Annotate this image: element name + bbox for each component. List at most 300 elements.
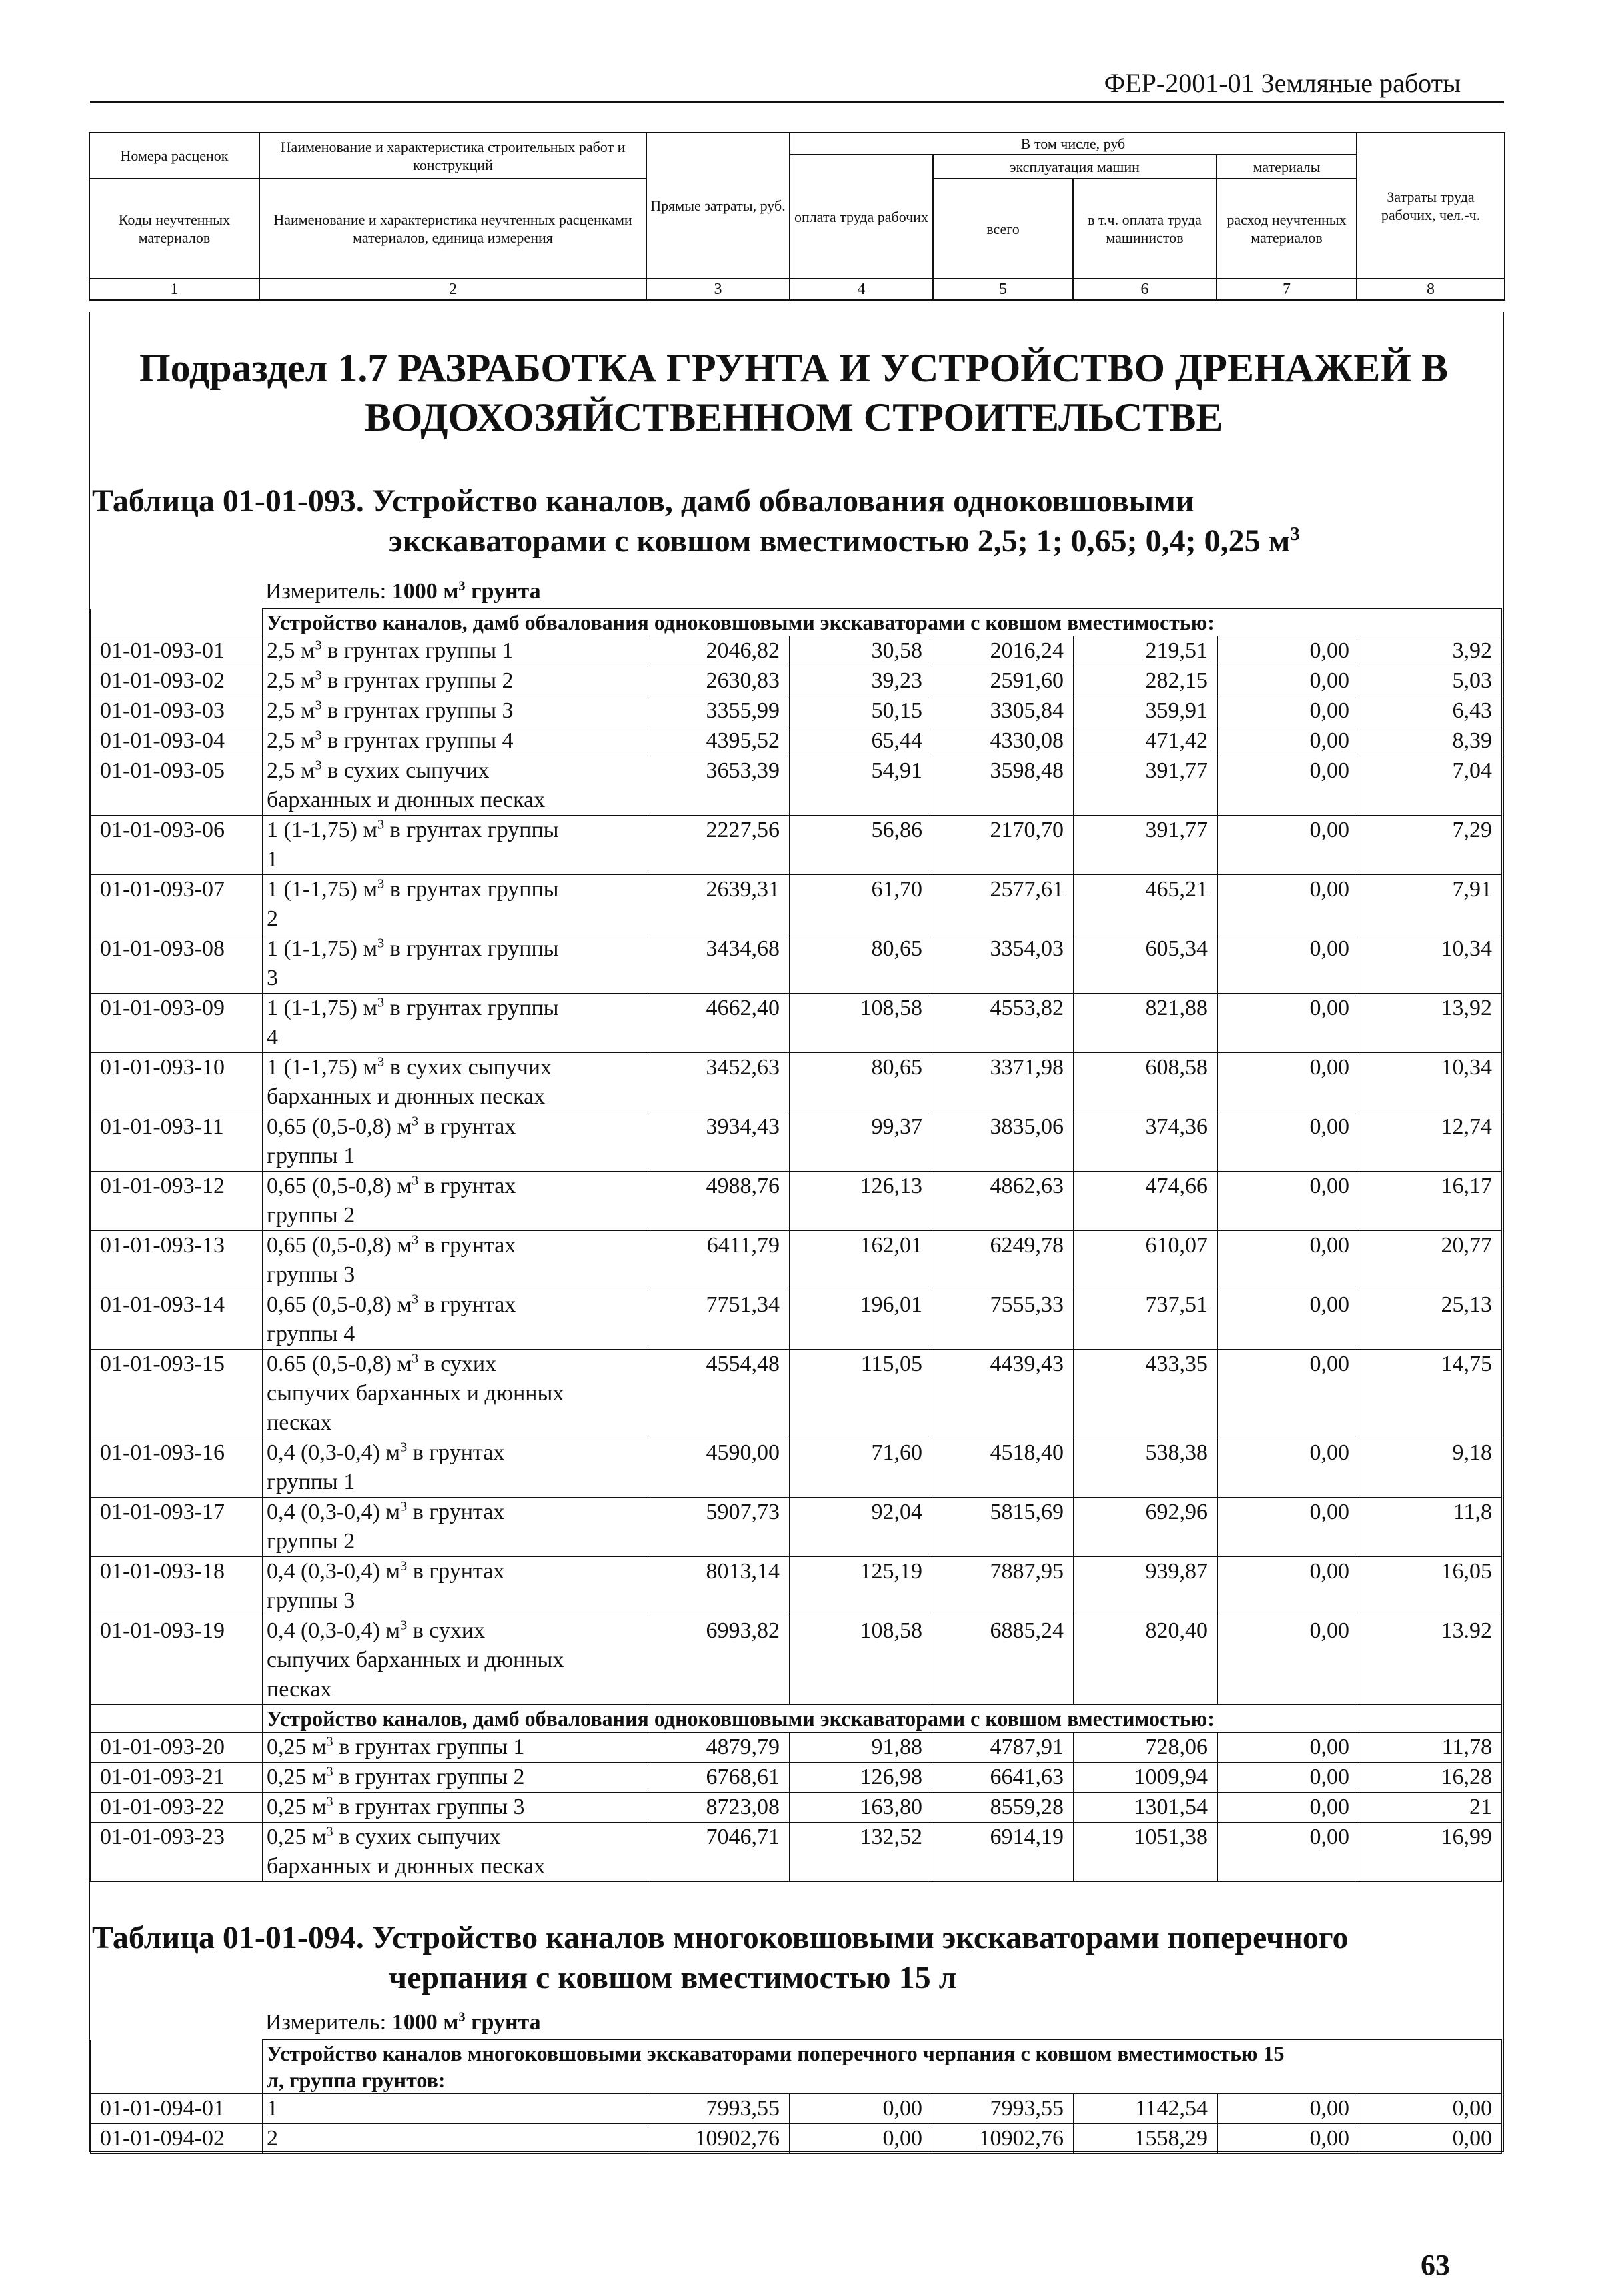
direct-cost-value: 4554,48 xyxy=(648,1350,790,1438)
materials-value: 0,00 xyxy=(1218,726,1359,756)
work-name-main: 0,25 м xyxy=(267,1765,327,1789)
work-name-line2: барханных и дюнных песках xyxy=(267,788,546,812)
machines-total-value: 4518,40 xyxy=(932,1438,1074,1498)
work-name-tail: в грунтах группы 3 xyxy=(333,1795,525,1819)
labor-hours-value: 6,43 xyxy=(1359,696,1502,726)
rate-code: 01-01-093-09 xyxy=(91,994,263,1053)
materials-value: 0,00 xyxy=(1218,636,1359,666)
work-name xyxy=(263,1557,648,1616)
col5-header: всего xyxy=(933,179,1073,279)
table-row xyxy=(91,636,1502,666)
table-094 xyxy=(90,2039,1502,2154)
work-name-tail: в грунтах xyxy=(418,1233,516,1258)
work-name xyxy=(263,1438,648,1498)
direct-cost-value: 3355,99 xyxy=(648,696,790,726)
direct-cost-value: 2630,83 xyxy=(648,666,790,696)
machines-total-value: 4862,63 xyxy=(932,1172,1074,1231)
table-093-measure: Измеритель: 1000 $м^3$ грунта xyxy=(265,578,541,604)
labor-wage-value: 108,58 xyxy=(790,1616,932,1705)
work-name-line2: группы 1 xyxy=(267,1470,355,1494)
machines-total-value: 8559,28 xyxy=(932,1793,1074,1823)
operator-wage-value: 821,88 xyxy=(1074,994,1218,1053)
work-name xyxy=(263,1290,648,1350)
materials-value: 0,00 xyxy=(1218,1763,1359,1793)
operator-wage-value: 282,15 xyxy=(1074,666,1218,696)
work-name-line2: 2 xyxy=(267,906,278,931)
work-name-main: 0,4 (0,3-0,4) м xyxy=(267,1440,400,1465)
table-row xyxy=(91,1438,1502,1498)
labor-wage-value: 115,05 xyxy=(790,1350,932,1438)
direct-cost-value: 3653,39 xyxy=(648,756,790,816)
work-name xyxy=(263,1823,648,1882)
table-row xyxy=(91,994,1502,1053)
machines-total-value: 6914,19 xyxy=(932,1823,1074,1882)
rate-code: 01-01-093-20 xyxy=(91,1733,263,1763)
table-094-caption xyxy=(92,1918,1493,1998)
unit-exponent: 3 xyxy=(377,995,385,1010)
machines-total-value: 3371,98 xyxy=(932,1053,1074,1112)
work-name-main: 1 (1-1,75) м xyxy=(267,818,377,842)
labor-wage-value: 30,58 xyxy=(790,636,932,666)
materials-header: материалы xyxy=(1217,155,1357,179)
work-name-main: 1 xyxy=(267,2096,278,2121)
labor-wage-value: 163,80 xyxy=(790,1793,932,1823)
work-name-tail: в грунтах группы xyxy=(384,936,559,961)
work-name-tail: в грунтах группы 1 xyxy=(321,638,514,663)
table-row xyxy=(91,934,1502,994)
work-name-line2: 3 xyxy=(267,966,278,990)
table-row xyxy=(91,875,1502,934)
table-row xyxy=(91,1793,1502,1823)
operator-wage-value: 538,38 xyxy=(1074,1438,1218,1498)
rate-code: 01-01-093-21 xyxy=(91,1763,263,1793)
labor-wage-value: 65,44 xyxy=(790,726,932,756)
direct-cost-value: 2639,31 xyxy=(648,875,790,934)
materials-value: 0,00 xyxy=(1218,1438,1359,1498)
work-name-main: 0,65 (0,5-0,8) м xyxy=(267,1233,412,1258)
direct-cost-value: 3452,63 xyxy=(648,1053,790,1112)
labor-hours-value: 0,00 xyxy=(1359,2124,1502,2154)
work-name-tail: в грунтах xyxy=(407,1500,505,1524)
operator-wage-value: 1301,54 xyxy=(1074,1793,1218,1823)
direct-cost-value: 6993,82 xyxy=(648,1616,790,1705)
rate-code: 01-01-093-12 xyxy=(91,1172,263,1231)
work-name xyxy=(263,756,648,816)
work-name-tail: в сухих xyxy=(407,1618,486,1643)
work-name-line2: группы 3 xyxy=(267,1588,355,1613)
labor-wage-value: 50,15 xyxy=(790,696,932,726)
col2-top-header: Наименование и характеристика строительных работ и конструкций xyxy=(259,133,646,179)
work-name-main: 2,5 м xyxy=(267,728,315,753)
work-name-main: 0,65 (0,5-0,8) м xyxy=(267,1114,412,1139)
rate-code: 01-01-094-02 xyxy=(91,2124,263,2154)
labor-hours-value: 13.92 xyxy=(1359,1616,1502,1705)
work-name xyxy=(263,816,648,875)
machines-total-value: 3305,84 xyxy=(932,696,1074,726)
machines-total-value: 10902,76 xyxy=(932,2124,1074,2154)
work-name-tail: в грунтах xyxy=(407,1559,505,1584)
work-name-line2: 4 xyxy=(267,1025,278,1050)
group-heading-1-line1: Устройство каналов, дамб обвалования одноковшовыми экскаваторами с ковшом вместимостью: xyxy=(267,610,1215,634)
work-name-main: 0,65 (0,5-0,8) м xyxy=(267,1292,412,1317)
labor-wage-value: 91,88 xyxy=(790,1733,932,1763)
operator-wage-value: 692,96 xyxy=(1074,1498,1218,1557)
machines-total-value: 3835,06 xyxy=(932,1112,1074,1172)
work-name-main: 1 (1-1,75) м xyxy=(267,877,377,902)
unit-exponent: 3 xyxy=(411,1232,419,1248)
work-name xyxy=(263,1112,648,1172)
table-093-caption-line2: экскаваторами с ковшом вместимостью 2,5; 1; 0,65; 0,4; 0,25 $м^3$ xyxy=(389,523,1300,559)
rate-code: 01-01-094-01 xyxy=(91,2094,263,2124)
table-row xyxy=(91,2124,1502,2154)
direct-cost-value: 4395,52 xyxy=(648,726,790,756)
table-093 xyxy=(90,608,1502,1882)
work-name-line2: сыпучих барханных и дюнных xyxy=(267,1648,564,1672)
direct-cost-value: 2227,56 xyxy=(648,816,790,875)
materials-value: 0,00 xyxy=(1218,2094,1359,2124)
materials-value: 0,00 xyxy=(1218,1557,1359,1616)
table-094-measure: Измеритель: 1000 $м^3$ грунта xyxy=(265,2009,541,2035)
col-number-8: 8 xyxy=(1357,279,1505,300)
labor-wage-value: 0,00 xyxy=(790,2094,932,2124)
labor-wage-value: 196,01 xyxy=(790,1290,932,1350)
page-number: 63 xyxy=(1421,2249,1450,2281)
col-number-1: 1 xyxy=(89,279,259,300)
labor-wage-value: 125,19 xyxy=(790,1557,932,1616)
work-name-tail: в сухих сыпучих xyxy=(321,758,490,783)
direct-cost-value: 5907,73 xyxy=(648,1498,790,1557)
operator-wage-value: 465,21 xyxy=(1074,875,1218,934)
work-name-line2: барханных и дюнных песках xyxy=(267,1084,546,1109)
table-row xyxy=(91,1733,1502,1763)
work-name xyxy=(263,2124,648,2154)
labor-wage-value: 108,58 xyxy=(790,994,932,1053)
group-row-spacer xyxy=(91,609,263,636)
operator-wage-value: 1558,29 xyxy=(1074,2124,1218,2154)
direct-cost-value: 8013,14 xyxy=(648,1557,790,1616)
direct-cost-value: 8723,08 xyxy=(648,1793,790,1823)
group-heading-1 xyxy=(91,609,1502,636)
direct-cost-value: 4988,76 xyxy=(648,1172,790,1231)
rate-code: 01-01-093-02 xyxy=(91,666,263,696)
direct-cost-value: 2046,82 xyxy=(648,636,790,666)
work-name-line2: барханных и дюнных песках xyxy=(267,1854,546,1879)
labor-hours-value: 14,75 xyxy=(1359,1350,1502,1438)
direct-cost-value: 7993,55 xyxy=(648,2094,790,2124)
col4-header: оплата труда рабочих xyxy=(790,155,933,279)
table-row xyxy=(91,1557,1502,1616)
materials-value: 0,00 xyxy=(1218,1112,1359,1172)
work-name-tail: в грунтах группы 2 xyxy=(333,1765,525,1789)
work-name-main: 2,5 м xyxy=(267,698,315,723)
work-name-main: 0,4 (0,3-0,4) м xyxy=(267,1618,400,1643)
direct-cost-value: 6411,79 xyxy=(648,1231,790,1290)
col-number-2: 2 xyxy=(259,279,646,300)
rate-code: 01-01-093-15 xyxy=(91,1350,263,1438)
direct-cost-value: 3434,68 xyxy=(648,934,790,994)
materials-value: 0,00 xyxy=(1218,756,1359,816)
materials-value: 0,00 xyxy=(1218,1498,1359,1557)
work-name-tail: в грунтах xyxy=(407,1440,505,1465)
work-name-main: 1 (1-1,75) м xyxy=(267,936,377,961)
unit-exponent: 3 xyxy=(326,1734,333,1749)
machines-total-value: 7555,33 xyxy=(932,1290,1074,1350)
operator-wage-value: 1009,94 xyxy=(1074,1763,1218,1793)
labor-hours-value: 8,39 xyxy=(1359,726,1502,756)
machines-total-value: 7887,95 xyxy=(932,1557,1074,1616)
work-name xyxy=(263,934,648,994)
work-name-line2: группы 2 xyxy=(267,1203,355,1228)
direct-cost-value: 10902,76 xyxy=(648,2124,790,2154)
unit-exponent: 3 xyxy=(399,1558,408,1574)
labor-wage-value: 80,65 xyxy=(790,1053,932,1112)
table-row xyxy=(91,1823,1502,1882)
materials-value: 0,00 xyxy=(1218,1053,1359,1112)
work-name-main: 1 (1-1,75) м xyxy=(267,1055,377,1080)
table-093-caption-line1: Таблица 01-01-093. Устройство каналов, дамб обвалования одноковшовыми xyxy=(92,483,1194,519)
unit-exponent: 3 xyxy=(326,1824,333,1839)
col2-bottom-header: Наименование и характеристика неучтенных расценками материалов, единица измерения xyxy=(259,179,646,279)
work-name-main: 2,5 м xyxy=(267,668,315,693)
col-number-5: 5 xyxy=(933,279,1073,300)
operator-wage-value: 820,40 xyxy=(1074,1616,1218,1705)
materials-value: 0,00 xyxy=(1218,666,1359,696)
direct-cost-value: 4590,00 xyxy=(648,1438,790,1498)
operator-wage-value: 374,36 xyxy=(1074,1112,1218,1172)
table-094-caption-line1: Таблица 01-01-094. Устройство каналов многоковшовыми экскаваторами поперечного xyxy=(92,1920,1349,1955)
labor-hours-value: 7,04 xyxy=(1359,756,1502,816)
materials-value: 0,00 xyxy=(1218,1616,1359,1705)
work-name-tail: в грунтах xyxy=(418,1292,516,1317)
materials-value: 0,00 xyxy=(1218,1231,1359,1290)
work-name-line2: сыпучих барханных и дюнных xyxy=(267,1381,564,1406)
materials-value: 0,00 xyxy=(1218,696,1359,726)
operator-wage-value: 1051,38 xyxy=(1074,1823,1218,1882)
operator-wage-value: 359,91 xyxy=(1074,696,1218,726)
table-row xyxy=(91,696,1502,726)
labor-hours-value: 21 xyxy=(1359,1793,1502,1823)
labor-wage-value: 126,13 xyxy=(790,1172,932,1231)
col-number-6: 6 xyxy=(1073,279,1217,300)
machines-total-value: 6249,78 xyxy=(932,1231,1074,1290)
machines-total-value: 4787,91 xyxy=(932,1733,1074,1763)
operator-wage-value: 728,06 xyxy=(1074,1733,1218,1763)
labor-hours-value: 7,91 xyxy=(1359,875,1502,934)
labor-hours-value: 0,00 xyxy=(1359,2094,1502,2124)
materials-value: 0,00 xyxy=(1218,1733,1359,1763)
work-name xyxy=(263,666,648,696)
labor-wage-value: 99,37 xyxy=(790,1112,932,1172)
rate-code: 01-01-093-16 xyxy=(91,1438,263,1498)
col1-top-header: Номера расценок xyxy=(89,133,259,179)
unit-exponent: 3 xyxy=(315,758,322,773)
table-row xyxy=(91,1053,1502,1112)
col1-bottom-header: Коды неучтенных материалов xyxy=(89,179,259,279)
group-heading-1-text xyxy=(263,609,1502,636)
unit-exponent: 3 xyxy=(411,1114,419,1129)
machines-total-value: 7993,55 xyxy=(932,2094,1074,2124)
labor-hours-value: 16,17 xyxy=(1359,1172,1502,1231)
labor-hours-value: 11,78 xyxy=(1359,1733,1502,1763)
work-name-tail: в сухих сыпучих xyxy=(333,1825,501,1849)
operator-wage-value: 219,51 xyxy=(1074,636,1218,666)
table-row xyxy=(91,726,1502,756)
work-name-tail: в грунтах xyxy=(418,1174,516,1198)
operator-wage-value: 737,51 xyxy=(1074,1290,1218,1350)
unit-exponent: 3 xyxy=(377,936,385,951)
materials-value: 0,00 xyxy=(1218,994,1359,1053)
work-name-line2: группы 4 xyxy=(267,1322,355,1346)
work-name-line2: группы 2 xyxy=(267,1529,355,1554)
group-heading-094-text xyxy=(263,2040,1502,2094)
table-row xyxy=(91,1290,1502,1350)
table-094-caption-line2: черпания с ковшом вместимостью 15 л xyxy=(389,1960,957,1995)
labor-hours-value: 20,77 xyxy=(1359,1231,1502,1290)
labor-wage-value: 56,86 xyxy=(790,816,932,875)
group-heading-2 xyxy=(91,1705,1502,1733)
running-header: ФЕР-2001-01 Земляные работы xyxy=(1104,68,1461,98)
work-name-main: 2,5 м xyxy=(267,638,315,663)
machines-total-value: 4553,82 xyxy=(932,994,1074,1053)
work-name-line2: группы 3 xyxy=(267,1262,355,1287)
rate-code: 01-01-093-13 xyxy=(91,1231,263,1290)
work-name xyxy=(263,1172,648,1231)
labor-wage-value: 92,04 xyxy=(790,1498,932,1557)
unit-exponent: 3 xyxy=(315,728,322,743)
unit-exponent: 3 xyxy=(377,817,385,832)
materials-value: 0,00 xyxy=(1218,1290,1359,1350)
unit-exponent: 3 xyxy=(399,1618,408,1633)
work-name-main: 0,25 м xyxy=(267,1735,327,1759)
table-row xyxy=(91,1231,1502,1290)
rate-code: 01-01-093-07 xyxy=(91,875,263,934)
operator-wage-value: 610,07 xyxy=(1074,1231,1218,1290)
group-heading-094-line1: Устройство каналов многоковшовыми экскаваторами поперечного черпания с ковшом вместимостью 15 xyxy=(267,2041,1285,2065)
materials-value: 0,00 xyxy=(1218,1172,1359,1231)
table-row xyxy=(91,2094,1502,2124)
work-name-main: 2 xyxy=(267,2126,278,2151)
direct-cost-value: 6768,61 xyxy=(648,1763,790,1793)
work-name-tail: в грунтах группы 2 xyxy=(321,668,514,693)
work-name-main: 1 (1-1,75) м xyxy=(267,996,377,1020)
table-row xyxy=(91,1763,1502,1793)
unit-exponent: 3 xyxy=(411,1173,419,1188)
labor-wage-value: 54,91 xyxy=(790,756,932,816)
work-name-main: 0,4 (0,3-0,4) м xyxy=(267,1559,400,1584)
col-number-7: 7 xyxy=(1217,279,1357,300)
col6-header: в т.ч. оплата труда машинистов xyxy=(1073,179,1217,279)
labor-hours-value: 7,29 xyxy=(1359,816,1502,875)
labor-wage-value: 0,00 xyxy=(790,2124,932,2154)
direct-cost-value: 7046,71 xyxy=(648,1823,790,1882)
rate-code: 01-01-093-06 xyxy=(91,816,263,875)
operator-wage-value: 391,77 xyxy=(1074,756,1218,816)
work-name xyxy=(263,875,648,934)
unit-exponent: 3 xyxy=(326,1764,333,1779)
machines-header: эксплуатация машин xyxy=(933,155,1217,179)
table-row xyxy=(91,1350,1502,1438)
labor-hours-value: 16,99 xyxy=(1359,1823,1502,1882)
operator-wage-value: 1142,54 xyxy=(1074,2094,1218,2124)
group-heading-2-text xyxy=(263,1705,1502,1733)
rate-code: 01-01-093-17 xyxy=(91,1498,263,1557)
direct-cost-value: 3934,43 xyxy=(648,1112,790,1172)
labor-hours-value: 5,03 xyxy=(1359,666,1502,696)
work-name xyxy=(263,1763,648,1793)
work-name xyxy=(263,1053,648,1112)
work-name-tail: в грунтах группы xyxy=(384,877,559,902)
machines-total-value: 6885,24 xyxy=(932,1616,1074,1705)
work-name-tail: в сухих xyxy=(418,1352,497,1376)
labor-wage-value: 80,65 xyxy=(790,934,932,994)
work-name-line3: песках xyxy=(267,1677,332,1702)
table-row xyxy=(91,1112,1502,1172)
unit-exponent: 3 xyxy=(399,1499,408,1514)
direct-cost-value: 4662,40 xyxy=(648,994,790,1053)
labor-wage-value: 39,23 xyxy=(790,666,932,696)
rate-code: 01-01-093-08 xyxy=(91,934,263,994)
work-name-main: 0,25 м xyxy=(267,1795,327,1819)
work-name-main: 2,5 м xyxy=(267,758,315,783)
operator-wage-value: 471,42 xyxy=(1074,726,1218,756)
unit-exponent: 3 xyxy=(326,1794,333,1809)
work-name xyxy=(263,1616,648,1705)
labor-wage-value: 132,52 xyxy=(790,1823,932,1882)
work-name xyxy=(263,1231,648,1290)
work-name xyxy=(263,726,648,756)
group-heading-2-line1: Устройство каналов, дамб обвалования одноковшовыми экскаваторами с ковшом вместимостью: xyxy=(267,1706,1215,1731)
machines-total-value: 4439,43 xyxy=(932,1350,1074,1438)
machines-total-value: 2170,70 xyxy=(932,816,1074,875)
machines-total-value: 2016,24 xyxy=(932,636,1074,666)
work-name xyxy=(263,1733,648,1763)
materials-value: 0,00 xyxy=(1218,1793,1359,1823)
labor-hours-value: 16,05 xyxy=(1359,1557,1502,1616)
table-row xyxy=(91,816,1502,875)
table-row xyxy=(91,1616,1502,1705)
table-row xyxy=(91,1172,1502,1231)
column-header-table xyxy=(89,132,1505,301)
group-row-spacer xyxy=(91,1705,263,1733)
table-row xyxy=(91,1498,1502,1557)
operator-wage-value: 608,58 xyxy=(1074,1053,1218,1112)
work-name-tail: в грунтах группы 4 xyxy=(321,728,514,753)
rate-code: 01-01-093-05 xyxy=(91,756,263,816)
header-rule xyxy=(90,101,1504,103)
work-name-main: 0,25 м xyxy=(267,1825,327,1849)
unit-exponent: 3 xyxy=(315,698,322,713)
work-name-tail: в сухих сыпучих xyxy=(384,1055,552,1080)
work-name xyxy=(263,1793,648,1823)
work-name-tail: в грунтах группы xyxy=(384,818,559,842)
direct-cost-value: 4879,79 xyxy=(648,1733,790,1763)
machines-total-value: 2577,61 xyxy=(932,875,1074,934)
operator-wage-value: 939,87 xyxy=(1074,1557,1218,1616)
machines-total-value: 2591,60 xyxy=(932,666,1074,696)
machines-total-value: 3354,03 xyxy=(932,934,1074,994)
rate-code: 01-01-093-19 xyxy=(91,1616,263,1705)
labor-wage-value: 61,70 xyxy=(790,875,932,934)
work-name xyxy=(263,1498,648,1557)
including-header: В том числе, руб xyxy=(790,133,1357,155)
work-name-main: 0,65 (0,5-0,8) м xyxy=(267,1174,412,1198)
rate-code: 01-01-093-01 xyxy=(91,636,263,666)
labor-wage-value: 71,60 xyxy=(790,1438,932,1498)
materials-value: 0,00 xyxy=(1218,875,1359,934)
labor-hours-value: 12,74 xyxy=(1359,1112,1502,1172)
unit-exponent: 3 xyxy=(411,1351,419,1366)
rate-code: 01-01-093-18 xyxy=(91,1557,263,1616)
